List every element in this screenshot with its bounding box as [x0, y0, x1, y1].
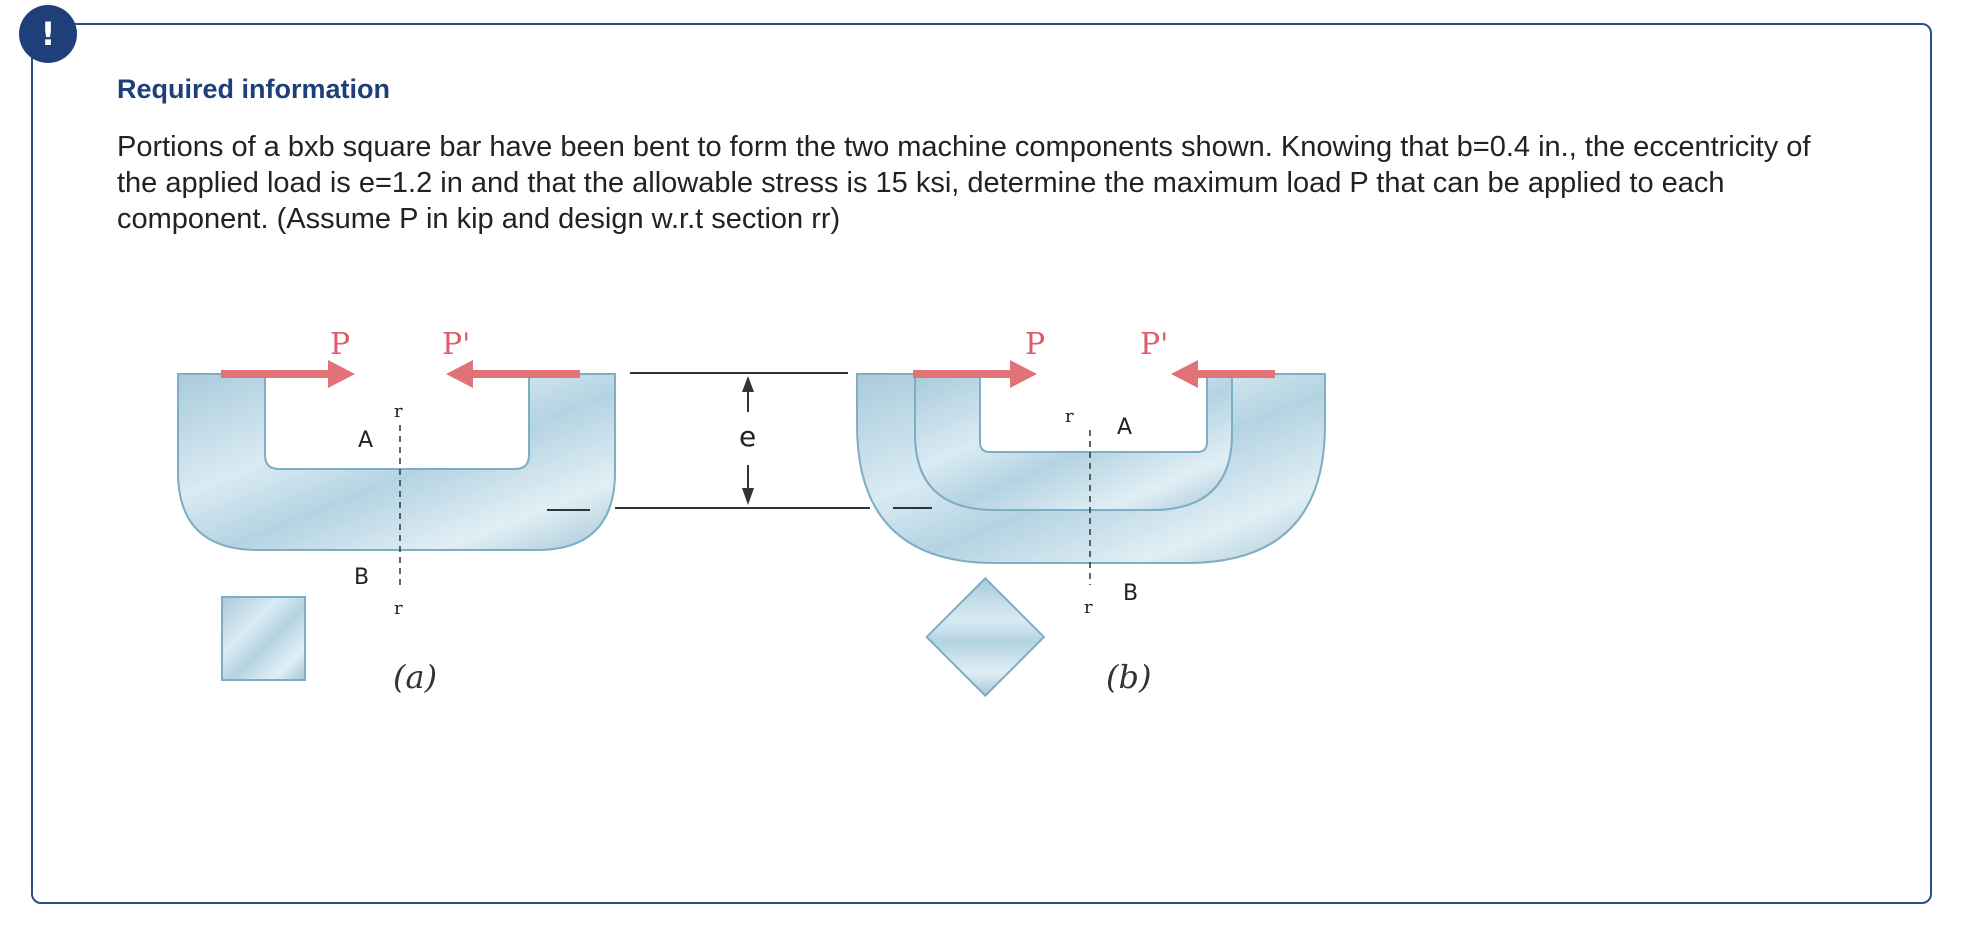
point-a-label-a: A	[358, 428, 374, 453]
load-label-p-a: P	[330, 327, 351, 362]
section-r-bottom-b: r	[1084, 597, 1093, 618]
eccentricity-dimension	[615, 373, 870, 508]
bar-b-inner	[915, 374, 1232, 510]
question-text: Portions of a bxb square bar have been bent to form the two machine components shown. Knowing that b=0.4 in., the eccentricity of the applied load is e=1.2 in and that the allowable stress is 15 ksi, determine the maximum load P that can be applied to each component. (Assume P in kip and design w.r.t section rr)	[117, 131, 1811, 235]
section-r-bottom-a: r	[394, 598, 403, 619]
point-b-label-b: B	[1123, 581, 1139, 606]
point-b-label-a: B	[354, 565, 370, 590]
section-title: Required information	[117, 74, 391, 104]
caption-b: (b)	[1106, 658, 1152, 696]
cross-section-a	[222, 597, 305, 680]
section-r-top-b: r	[1065, 406, 1074, 427]
component-a	[178, 327, 615, 696]
point-a-label-b: A	[1117, 415, 1133, 440]
eccentricity-label: e	[739, 420, 757, 453]
cross-section-b	[927, 578, 1044, 695]
exclamation-icon: !	[19, 5, 77, 63]
load-label-p-b: P	[1025, 327, 1046, 362]
section-r-top-a: r	[394, 401, 403, 422]
load-label-p-prime-b: P'	[1140, 327, 1169, 362]
caption-a: (a)	[393, 658, 438, 696]
load-label-p-prime-a: P'	[442, 327, 471, 362]
component-b	[857, 327, 1325, 696]
